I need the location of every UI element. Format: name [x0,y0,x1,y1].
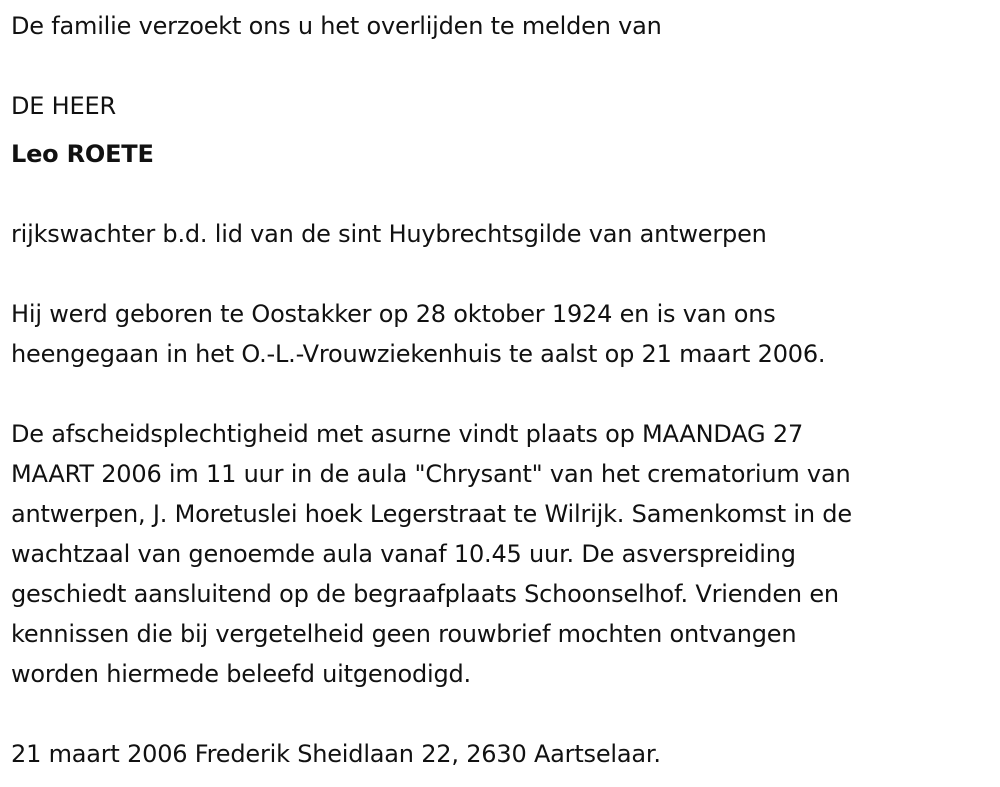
occupation-paragraph [11,214,986,254]
paragraph-line: heengegaan in het O.-L.-Vrouwziekenhuis te aalst op 21 maart 2006. [11,340,826,368]
occupation-text: rijkswachter b.d. lid van de sint Huybrechtsgilde van antwerpen [11,220,767,248]
intro-text: De familie verzoekt ons u het overlijden te melden van [11,12,662,40]
address-paragraph [11,734,986,774]
paragraph-line: worden hiermede beleefd uitgenodigd. [11,660,471,688]
paragraph-line: kennissen die bij vergetelheid geen rouwbrief mochten ontvangen [11,620,797,648]
paragraph-line: wachtzaal van genoemde aula vanaf 10.45 uur. De asverspreiding [11,540,796,568]
honorific-title: DE HEER [11,92,116,120]
paragraph-line: De afscheidsplechtigheid met asurne vindt plaats op MAANDAG 27 [11,420,804,448]
paragraph-line: antwerpen, J. Moretuslei hoek Legerstraat te Wilrijk. Samenkomst in de [11,500,852,528]
paragraph-line: Hij werd geboren te Oostakker op 28 oktober 1924 en is van ons [11,300,776,328]
deceased-name: Leo ROETE [11,140,154,168]
birth-death-paragraph [11,294,986,374]
paragraph-line: MAART 2006 im 11 uur in de aula "Chrysant" van het crematorium van [11,460,851,488]
ceremony-paragraph [11,414,986,694]
address-text: 21 maart 2006 Frederik Sheidlaan 22, 2630 Aartselaar. [11,740,661,768]
paragraph-line: geschiedt aansluitend op de begraafplaats Schoonselhof. Vrienden en [11,580,839,608]
obituary-notice [11,6,986,774]
